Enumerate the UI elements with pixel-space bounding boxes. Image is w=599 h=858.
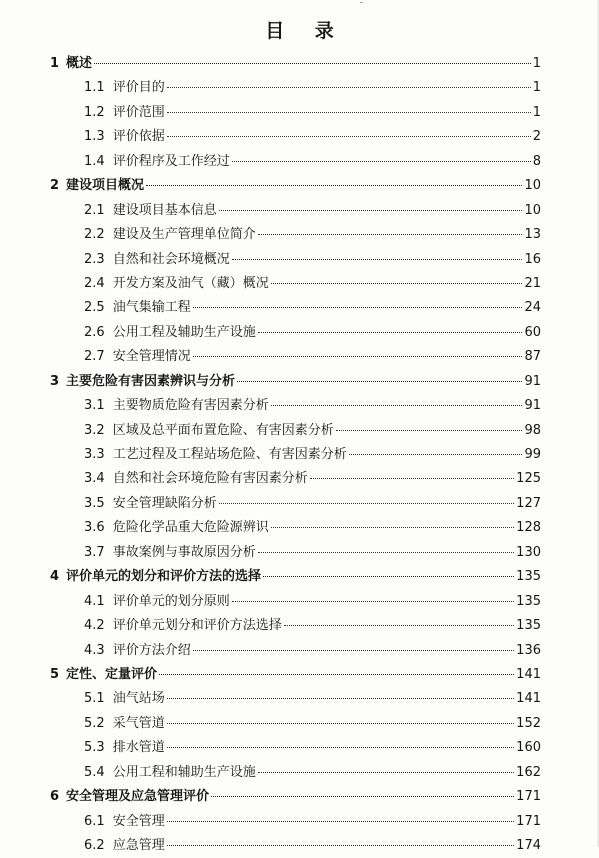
toc-entry-number: 2.4 — [84, 275, 105, 291]
toc-section-entry[interactable] — [0, 834, 599, 858]
toc-page-number: 171 — [516, 813, 541, 829]
toc-entry-number: 5 — [50, 666, 60, 682]
dot-leader — [167, 136, 531, 137]
toc-entry-number: 3.4 — [84, 471, 105, 487]
toc-entry-number: 3.3 — [84, 447, 105, 462]
toc-section-entry[interactable] — [0, 614, 599, 638]
toc-page-number: 87 — [524, 349, 541, 365]
toc-page-number: 24 — [524, 300, 541, 316]
dot-leader — [284, 625, 514, 626]
toc-entry-title: 工艺过程及工程站场危险、有害因素分析 — [112, 447, 347, 462]
toc-page-number: 125 — [516, 471, 541, 487]
toc-page-number: 8 — [532, 153, 541, 169]
toc-section-entry[interactable] — [0, 736, 599, 760]
toc-entry-title: 评价范围 — [112, 104, 165, 120]
toc-entry-title: 危险化学品重大危险源辨识 — [112, 520, 269, 536]
toc-entry-number: 1.4 — [84, 153, 105, 169]
toc-section-entry[interactable] — [0, 467, 599, 491]
toc-section-entry[interactable] — [0, 101, 599, 125]
toc-entry-number: 3 — [50, 373, 60, 389]
toc-section-entry[interactable] — [0, 394, 599, 418]
toc-entry-number: 4.2 — [84, 618, 105, 634]
toc-entry-number: 6.1 — [84, 813, 105, 829]
toc-section-entry[interactable] — [0, 223, 599, 247]
toc-page-number: 1 — [532, 80, 541, 96]
dot-leader — [271, 527, 514, 528]
toc-page-number: 60 — [524, 324, 541, 340]
dot-leader — [258, 772, 514, 773]
toc-section-entry[interactable] — [0, 150, 599, 174]
toc-chapter-entry[interactable] — [0, 663, 599, 687]
toc-page-number: 141 — [516, 666, 541, 682]
toc-section-entry[interactable] — [0, 492, 599, 516]
toc-page-number: 127 — [516, 495, 541, 511]
toc-section-entry[interactable] — [0, 712, 599, 736]
toc-section-entry[interactable] — [0, 443, 599, 467]
dot-leader — [258, 234, 523, 235]
toc-section-entry[interactable] — [0, 516, 599, 540]
toc-entry-title: 采气管道 — [112, 715, 165, 731]
toc-page-number: 130 — [516, 544, 541, 560]
toc-entry-number: 4.1 — [84, 593, 105, 609]
toc-entry-title: 概述 — [66, 56, 93, 71]
toc-page-number: 171 — [516, 789, 541, 805]
toc-entry-number: 4.3 — [84, 642, 105, 658]
toc-entry-number: 2.2 — [84, 227, 105, 243]
toc-section-entry[interactable] — [0, 248, 599, 272]
dot-leader — [193, 356, 523, 357]
toc-page-number: 174 — [516, 838, 541, 853]
dot-leader — [219, 210, 523, 211]
toc-section-entry[interactable] — [0, 321, 599, 345]
dot-leader — [167, 845, 514, 846]
dot-leader — [146, 185, 522, 186]
toc-chapter-entry[interactable] — [0, 565, 599, 589]
toc-entry-title: 油气站场 — [112, 691, 165, 707]
toc-entry-title: 评价程序及工作经过 — [112, 153, 230, 169]
toc-page-number: 98 — [524, 422, 541, 438]
toc-entry-title: 评价单元的划分和评价方法的选择 — [66, 569, 262, 585]
dot-leader — [237, 381, 522, 382]
dot-leader — [167, 87, 531, 88]
toc-entry-title: 开发方案及油气（藏）概况 — [112, 275, 269, 291]
toc-entry-number: 3.5 — [84, 495, 105, 511]
toc-entry-number: 6 — [50, 789, 60, 805]
toc-entry-number: 3.7 — [84, 544, 105, 560]
toc-section-entry[interactable] — [0, 272, 599, 296]
toc-entry-title: 应急管理 — [112, 838, 165, 853]
dot-leader — [271, 405, 523, 406]
toc-entry-title: 评价目的 — [112, 80, 165, 96]
toc-page-number: 91 — [524, 398, 541, 414]
toc-entry-title: 安全管理 — [112, 813, 165, 829]
table-of-contents — [0, 52, 599, 858]
toc-chapter-entry[interactable] — [0, 52, 599, 76]
toc-entry-number: 2.5 — [84, 300, 105, 316]
toc-entry-title: 评价依据 — [112, 129, 165, 145]
toc-chapter-entry[interactable] — [0, 174, 599, 198]
toc-section-entry[interactable] — [0, 687, 599, 711]
dot-leader — [263, 576, 514, 577]
dot-leader — [336, 430, 523, 431]
toc-entry-number: 2.1 — [84, 202, 105, 218]
toc-section-entry[interactable] — [0, 419, 599, 443]
toc-entry-number: 3.6 — [84, 520, 105, 536]
toc-entry-number: 6.2 — [84, 838, 105, 853]
toc-entry-number: 3.2 — [84, 422, 105, 438]
toc-entry-number: 2.7 — [84, 349, 105, 365]
toc-entry-title: 自然和社会环境概况 — [112, 251, 230, 267]
toc-section-entry[interactable] — [0, 810, 599, 834]
toc-entry-number: 2.6 — [84, 324, 105, 340]
dot-leader — [232, 601, 514, 602]
toc-page-number: 2 — [532, 129, 541, 145]
toc-page-number: 135 — [516, 618, 541, 634]
toc-section-entry[interactable] — [0, 125, 599, 149]
toc-entry-number: 5.4 — [84, 764, 105, 780]
toc-page-number: 91 — [524, 373, 541, 389]
toc-entry-title: 建设及生产管理单位简介 — [112, 227, 256, 243]
toc-page-number: 160 — [516, 740, 541, 756]
toc-entry-title: 自然和社会环境危险有害因素分析 — [112, 471, 308, 487]
dot-leader — [258, 332, 523, 333]
toc-page-number: 135 — [516, 593, 541, 609]
toc-entry-title: 建设项目基本信息 — [112, 202, 217, 218]
toc-entry-title: 排水管道 — [112, 740, 165, 756]
toc-entry-title: 区域及总平面布置危险、有害因素分析 — [112, 422, 334, 438]
toc-section-entry[interactable] — [0, 199, 599, 223]
dot-leader — [167, 747, 514, 748]
toc-section-entry[interactable] — [0, 590, 599, 614]
toc-entry-number: 4 — [50, 569, 60, 585]
toc-page-number: 128 — [516, 520, 541, 536]
toc-entry-number: 2 — [50, 178, 60, 194]
toc-entry-title: 建设项目概况 — [66, 178, 145, 194]
toc-section-entry[interactable] — [0, 76, 599, 100]
toc-entry-title: 定性、定量评价 — [66, 666, 158, 682]
toc-page-number: 21 — [524, 275, 541, 291]
toc-entry-title: 公用工程和辅助生产设施 — [112, 764, 256, 780]
dot-leader — [193, 650, 514, 651]
toc-entry-title: 安全管理缺陷分析 — [112, 495, 217, 511]
toc-page-number: 10 — [524, 202, 541, 218]
toc-page-number: 136 — [516, 642, 541, 658]
toc-entry-title: 评价单元的划分原则 — [112, 593, 230, 609]
dot-leader — [167, 112, 531, 113]
toc-entry-title: 事故案例与事故原因分析 — [112, 544, 256, 560]
toc-entry-number: 2.3 — [84, 251, 105, 267]
dot-leader — [94, 63, 531, 64]
page-title: 目 录 — [265, 20, 346, 42]
dot-leader — [349, 454, 523, 455]
toc-entry-number: 1 — [50, 56, 60, 71]
toc-section-entry[interactable] — [0, 541, 599, 565]
toc-entry-number: 1.1 — [84, 80, 105, 96]
toc-entry-title: 评价方法介绍 — [112, 642, 191, 658]
toc-section-entry[interactable] — [0, 345, 599, 369]
toc-chapter-entry[interactable] — [0, 370, 599, 394]
dot-leader — [310, 478, 514, 479]
toc-page-number: 99 — [524, 447, 541, 462]
toc-entry-number: 1.2 — [84, 104, 105, 120]
toc-page-number: 13 — [524, 227, 541, 243]
toc-entry-title: 主要危险有害因素辨识与分析 — [66, 373, 236, 389]
toc-entry-number: 3.1 — [84, 398, 105, 414]
toc-page-number: 1 — [532, 56, 541, 71]
toc-section-entry[interactable] — [0, 296, 599, 320]
toc-entry-title: 安全管理情况 — [112, 349, 191, 365]
toc-entry-number: 1.3 — [84, 129, 105, 145]
dot-leader — [167, 698, 514, 699]
dot-leader — [193, 307, 523, 308]
toc-entry-title: 安全管理及应急管理评价 — [66, 789, 210, 805]
toc-section-entry[interactable] — [0, 639, 599, 663]
toc-entry-number: 5.3 — [84, 740, 105, 756]
dot-leader — [167, 821, 514, 822]
toc-entry-title: 主要物质危险有害因素分析 — [112, 398, 269, 414]
toc-page-number: 10 — [524, 178, 541, 194]
toc-entry-number: 5.2 — [84, 715, 105, 731]
toc-page-number: 162 — [516, 764, 541, 780]
toc-entry-number: 5.1 — [84, 691, 105, 707]
toc-page-number: 141 — [516, 691, 541, 707]
dot-leader — [232, 259, 523, 260]
toc-page-number: 152 — [516, 715, 541, 731]
toc-entry-title: 公用工程及辅助生产设施 — [112, 324, 256, 340]
dot-leader — [211, 796, 514, 797]
toc-chapter-entry[interactable] — [0, 785, 599, 809]
dot-leader — [219, 503, 514, 504]
dot-leader — [167, 723, 514, 724]
dot-leader — [159, 674, 514, 675]
toc-page-number: 135 — [516, 569, 541, 585]
toc-entry-title: 评价单元划分和评价方法选择 — [112, 618, 282, 634]
paper-speck — [360, 2, 363, 3]
dot-leader — [258, 552, 514, 553]
toc-section-entry[interactable] — [0, 761, 599, 785]
toc-page-number: 16 — [524, 251, 541, 267]
dot-leader — [271, 283, 523, 284]
toc-page-number: 1 — [532, 104, 541, 120]
dot-leader — [232, 161, 531, 162]
toc-entry-title: 油气集输工程 — [112, 300, 191, 316]
